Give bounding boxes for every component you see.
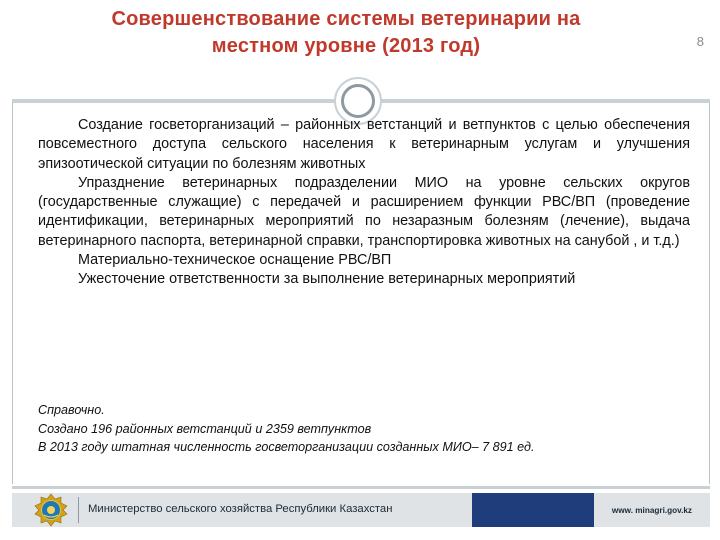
footer-separator bbox=[78, 497, 79, 523]
reference-line-2: В 2013 году штатная численность госветорганизации созданных МИО– 7 891 ед. bbox=[38, 440, 535, 454]
footer-accent-block bbox=[472, 493, 594, 527]
kazakhstan-emblem-icon bbox=[26, 493, 76, 527]
slide-number: 8 bbox=[696, 34, 704, 49]
ministry-name: Министерство сельского хозяйства Республики Казахстан bbox=[88, 503, 393, 515]
body-content bbox=[38, 116, 690, 290]
reference-note bbox=[38, 401, 698, 457]
reference-label: Справочно. bbox=[38, 403, 105, 417]
paragraph-gosvetorganizations: Создание госветорганизаций – районных ветстанций и ветпунктов с целью обеспечения повсеместного доступа сельского населения к ветеринарным услугам и улучшения эпизоотической ситуации по болезням животных bbox=[38, 117, 690, 172]
paragraph-abolition: Упразднение ветеринарных подразделении МИО на уровне сельских округов (государственные служащие) с передачей и расширением функции РВС/ВП (проведение идентификации, ветеринарных мероприятий по незаразным болезням (лечение), выдача ветеринарного паспорта, ветеринарной справки, транспортировка животных на санубой , и т.д.) bbox=[38, 174, 690, 249]
website-link[interactable]: www. minagri.gov.kz bbox=[611, 506, 692, 515]
paragraph-responsibility: Ужесточение ответственности за выполнение ветеринарных мероприятий bbox=[78, 271, 576, 288]
footer-divider bbox=[12, 486, 710, 489]
slide-title bbox=[36, 6, 656, 60]
emblem-svg bbox=[34, 493, 68, 527]
footer bbox=[12, 493, 710, 527]
paragraph-equipment: Материально-техническое оснащение РВС/ВП bbox=[78, 252, 392, 269]
reference-line-1: Создано 196 районных ветстанций и 2359 ветпунктов bbox=[38, 421, 372, 436]
title-line-2: местном уровне (2013 год) bbox=[211, 35, 481, 57]
ring-inner bbox=[341, 84, 375, 118]
title-line-1: Совершенствование системы ветеринарии на bbox=[111, 8, 581, 30]
